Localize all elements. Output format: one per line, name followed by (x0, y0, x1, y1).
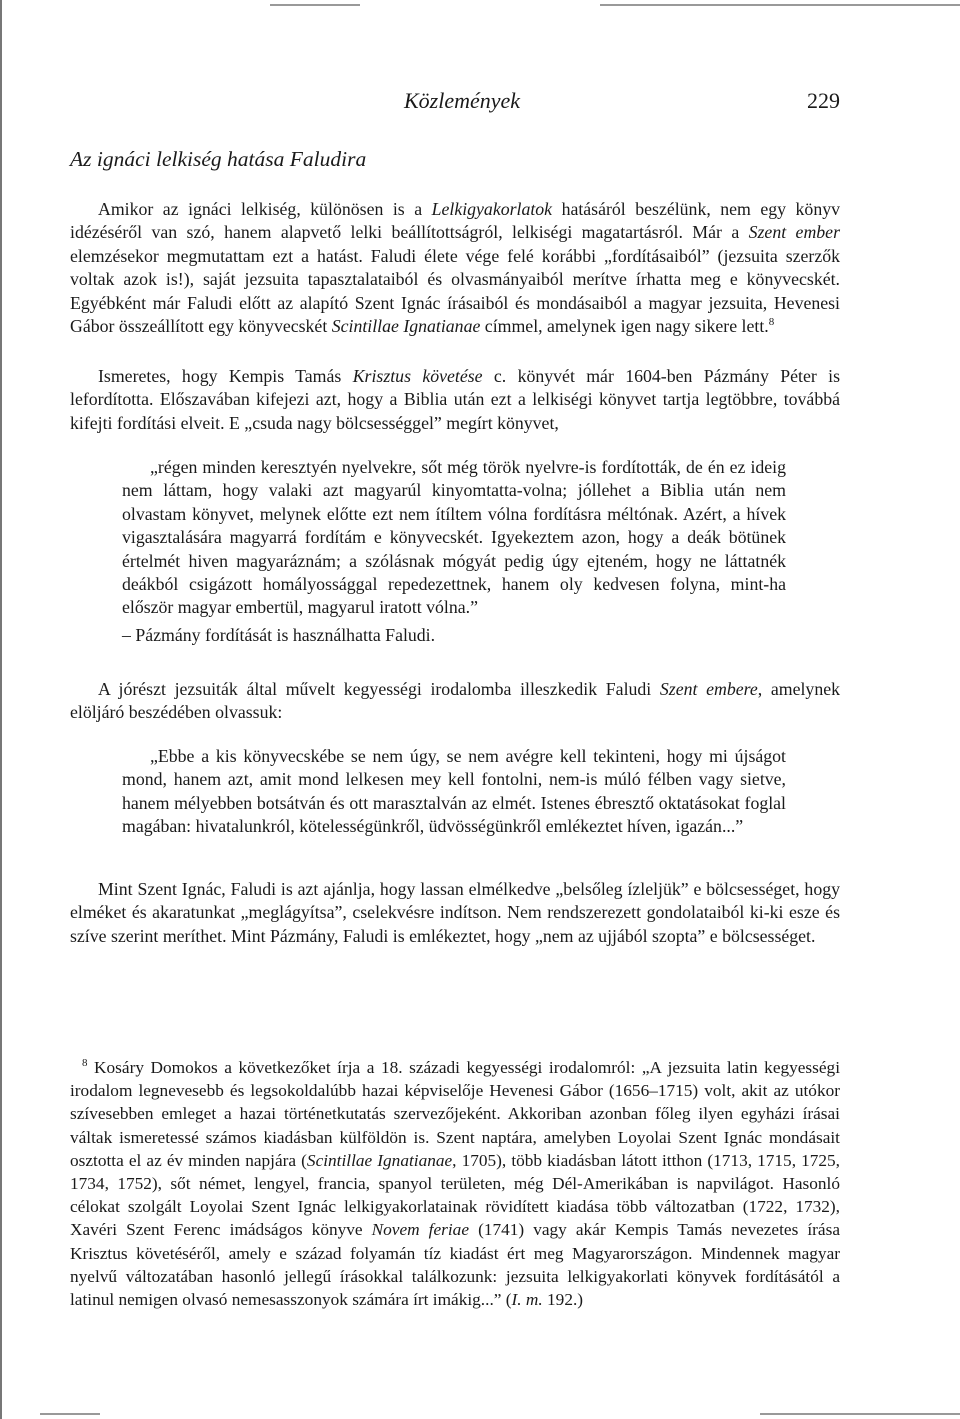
ignac-paragraph (70, 878, 840, 948)
title-italic: Lelkigyakorlatok (431, 199, 553, 219)
running-head: Közlemények (404, 88, 521, 113)
page-header (404, 88, 840, 118)
scan-line (40, 1413, 100, 1415)
text: Amikor az ignáci lelkiség, különösen is a (98, 199, 432, 219)
section-title: Az ignáci lelkiség hatása Faludira (70, 147, 367, 171)
faludi-paragraph (70, 678, 840, 725)
kempis-paragraph (70, 365, 840, 435)
text: elemzésekor megmutattam ezt a hatást. Faludi élete vége felé korábbi „fordításaiból” (jezsuita szerzők voltak azok is!), saját jezsuita tapasztalataiból és olvasmányaiból merítve írhatta meg e könyvecskét. Egyébként már Faludi előtt az alapító Szent Ignác írásaiból és mondásaiból a magyar jezsuita, Hevenesi Gábor összeállított egy könyvecskét (70, 245, 840, 337)
page-number: 229 (807, 88, 840, 113)
block-quote-pazmany (122, 456, 786, 620)
text: , 1705), több kiadásban látott itthon (1713, 1715, 1725, 1734, 1752), sőt német, lengyel, francia, spanyol területen, még Dél-Amerikában is napvilágot. Hasonló célokat szolgált Loyolai Szent Ignác lelkigyakorlatainak rövidített kiadása több változatban (1722, 1732), Xavéri Szent Ferenc imádságos könyve (70, 1150, 841, 1240)
quote-text: „Ebbe a kis könyvecskébe se nem úgy, se nem avégre kell tekinteni, hogy mi újságot mond, hanem azt, amit mond lelkesen mey kell fontolni, nem-is múló félben vagy sietve, hanem mélyebben botsátván és ott marasztalván az elmét. Istenes ébresztő oktatásokat foglal magában: hivatalunkról, kötelességünkről, üdvösségünkről emlékeztet híven, igazán...” (122, 746, 786, 837)
scan-line (600, 4, 960, 6)
title-italic: Novem feriae (371, 1220, 469, 1240)
title-italic: Scintillae Ignatianae (331, 316, 481, 337)
paragraph-text: Mint Szent Ignác, Faludi is azt ajánlja, hogy lassan elmélkedve „belsőleg ízleljük” e bölcsességet, hogy elméket és akaratunkat „meglágyítsa”, cselekvésre indítson. Nem rendszerezett gondolataiból ki-ki esze és szíve szerint meríthet. Mint Pázmány, Faludi is emlékeztet, hogy „nem az ujjából szopta” e bölcsességet. (70, 879, 840, 946)
title-italic: Krisztus követése (352, 366, 483, 386)
footnote (70, 1056, 840, 1311)
title-italic: Szent ember (748, 222, 840, 243)
text: 192.) (542, 1290, 584, 1310)
text: , amelynek elöljáró beszédében olvassuk: (70, 679, 840, 723)
text: A jórészt jezsuiták által művelt kegyességi irodalomba illeszkedik Faludi (98, 679, 660, 699)
footnote-ref: 8 (768, 316, 775, 329)
text: címmel, amelynek igen nagy sikere lett. (480, 316, 769, 337)
text: Kosáry Domokos a következőket írja a 18. századi kegyességi irodalomról: „A jezsuita latin kegyességi irodalom legnevesebb és legsokoldalúbb hazai képviselője Hevenesi Gábor (1656–1715) volt, akit az utókor szívesebben emleget a hazai történetkutatás szervezőjeként. Akkoriban azonban főleg ilyen egyházi írásai váltak ismeretessé számos kiadásban külföldön is. Szent naptára, amelyben Loyolai Szent Ignác mondásait osztotta el az év minden napjára ( (70, 1058, 840, 1170)
text: Ismeretes, hogy Kempis Tamás (98, 366, 353, 386)
text: (1741) vagy akár Kempis Tamás nevezetes írása Krisztus követéséről, amely e század folyamán tíz kiadást ért meg Magyarországon. Mindennek magyar nyelvű változatában hasonló jellegű írásokkal találkozunk: jezsuita lelkigyakorlati könyvek fordításától a latinul nemigen olvasó nemesasszonyok számára írt imákig...” ( (70, 1220, 840, 1310)
text: hatásáról beszélünk, nem egy könyv idézéséről van szó, hanem alapvető lelki beállítottságról, lelkiségi magatartásról. Már a (70, 199, 840, 243)
title-italic: Szent embere (659, 679, 758, 699)
text: c. könyvét már 1604-ben Pázmány Péter is lefordította. Előszavában kifejezi azt, hogy a Biblia után ezt a lelkiségi könyvet tartja legtöbbre, továbbá kifejti fordítási elveit. E „csuda nagy bölcsességgel” megírt könyvet, (70, 366, 840, 433)
footnote-number: 8 (82, 1057, 88, 1070)
quote-note: – Pázmány fordítását is használhatta Faludi. (122, 625, 436, 645)
scan-line (760, 1413, 960, 1415)
block-quote-faludi (122, 745, 786, 839)
quote-text: „régen minden keresztyén nyelvekre, sőt még török nyelvre-is fordították, de én ez ideig nem láttam, hogy valaki azt magyarúl kinyomtatta-volna; jóllehet a Biblia után nem olvastam könyvet, melynek előtte ezt nem ítíltem vólna fordításra méltónak. Azért, a hívek vigasztalására magyarrá fordítám e könyvecskét. Igyekeztem azon, hogy a deák bötünek értelmét hiven magyaráznám; a szólásnak mógyát pedig úgy ejteném, hogy ne láttatnék deákból csigázott homályossággal repedezettnek, hanem oly kedvesen folyna, mint-ha először magyar embertül, magyarul iratott vólna.” (122, 457, 786, 618)
title-italic: I. m. (511, 1290, 543, 1310)
scan-line (0, 0, 2, 1419)
title-italic: Scintillae Ignatianae (306, 1150, 453, 1170)
scan-line (270, 4, 360, 6)
intro-paragraph (70, 198, 840, 338)
